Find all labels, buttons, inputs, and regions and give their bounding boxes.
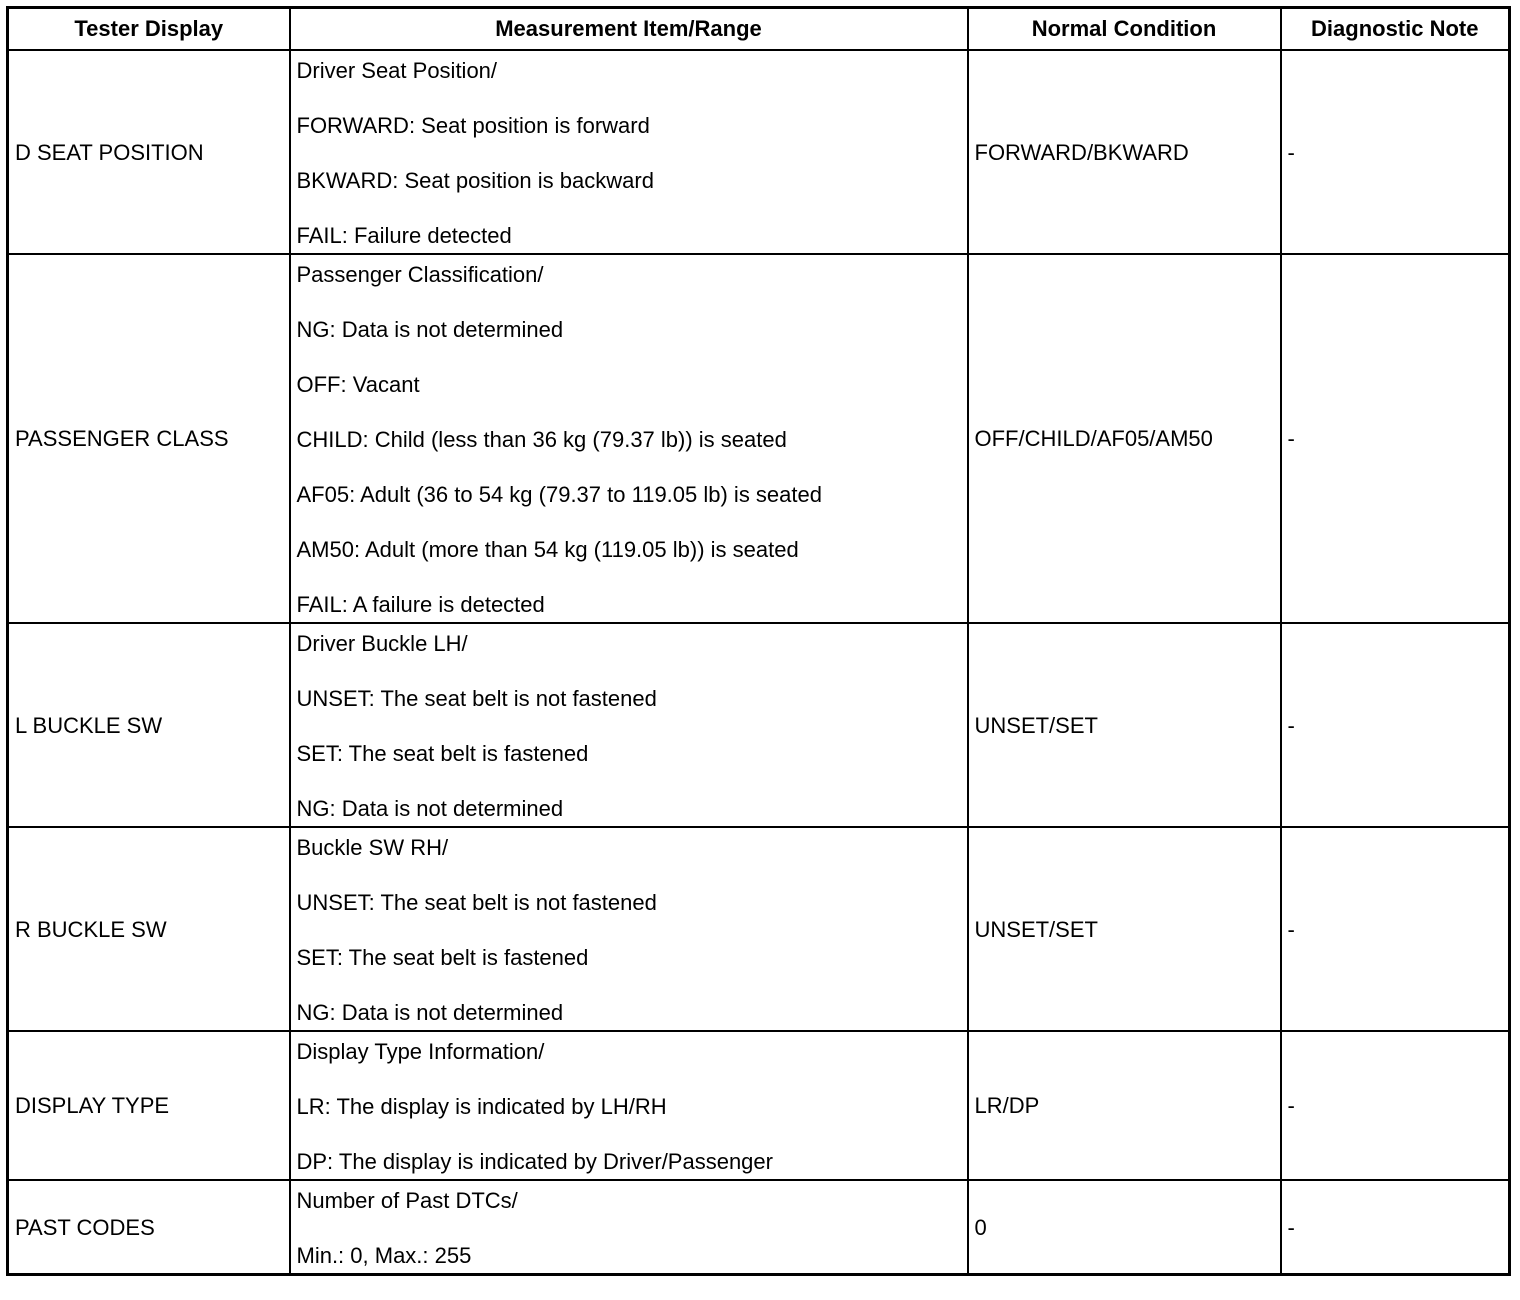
- diagnostic-note-cell: -: [1281, 254, 1510, 623]
- measurement-range-line: AF05: Adult (36 to 54 kg (79.37 to 119.05 lb) is seated: [296, 482, 822, 507]
- table-row: [8, 254, 1510, 623]
- measurement-range-cell: [290, 50, 968, 254]
- measurement-range-cell: [290, 1031, 968, 1180]
- tester-display-cell: DISPLAY TYPE: [8, 1031, 290, 1180]
- tester-display-cell: L BUCKLE SW: [8, 623, 290, 827]
- header-measurement-item: Measurement Item/Range: [290, 8, 968, 51]
- measurement-range-line: SET: The seat belt is fastened: [296, 945, 589, 970]
- measurement-range-cell: [290, 254, 968, 623]
- diagnostic-note-cell: -: [1281, 1180, 1510, 1275]
- measurement-range-line: DP: The display is indicated by Driver/Passenger: [296, 1149, 773, 1174]
- tester-display-cell: PASSENGER CLASS: [8, 254, 290, 623]
- measurement-range-line: UNSET: The seat belt is not fastened: [296, 890, 657, 915]
- measurement-range-cell: [290, 1180, 968, 1275]
- measurement-range-line: UNSET: The seat belt is not fastened: [296, 686, 657, 711]
- measurement-range-line: SET: The seat belt is fastened: [296, 741, 589, 766]
- measurement-range-line: LR: The display is indicated by LH/RH: [296, 1094, 667, 1119]
- tester-display-cell: D SEAT POSITION: [8, 50, 290, 254]
- measurement-range-line: OFF: Vacant: [296, 372, 420, 397]
- measurement-range-line: Min.: 0, Max.: 255: [296, 1243, 472, 1268]
- table-row: [8, 827, 1510, 1031]
- measurement-range-line: FAIL: A failure is detected: [296, 592, 545, 617]
- normal-condition-cell: 0: [968, 1180, 1281, 1275]
- measurement-range-line: Driver Seat Position/: [296, 58, 498, 83]
- measurement-range-line: NG: Data is not determined: [296, 1000, 564, 1025]
- diagnostic-note-cell: -: [1281, 1031, 1510, 1180]
- measurement-range-lines: [297, 254, 963, 623]
- measurement-range-line: CHILD: Child (less than 36 kg (79.37 lb)) is seated: [296, 427, 787, 452]
- measurement-range-lines: [297, 1180, 963, 1275]
- tester-display-cell: R BUCKLE SW: [8, 827, 290, 1031]
- measurement-range-line: Number of Past DTCs/: [296, 1188, 518, 1213]
- header-row: [8, 8, 1510, 51]
- measurement-range-line: Display Type Information/: [296, 1039, 545, 1064]
- tester-display-cell: PAST CODES: [8, 1180, 290, 1275]
- measurement-range-lines: [297, 50, 963, 254]
- table-row: [8, 50, 1510, 254]
- measurement-range-line: FAIL: Failure detected: [296, 223, 512, 248]
- diagnostic-note-cell: -: [1281, 623, 1510, 827]
- normal-condition-cell: UNSET/SET: [968, 623, 1281, 827]
- measurement-range-lines: [297, 1031, 963, 1180]
- table-row: [8, 623, 1510, 827]
- table-row: [8, 1180, 1510, 1275]
- normal-condition-cell: OFF/CHILD/AF05/AM50: [968, 254, 1281, 623]
- table-row: [8, 1031, 1510, 1180]
- header-normal-condition: Normal Condition: [968, 8, 1281, 51]
- normal-condition-cell: FORWARD/BKWARD: [968, 50, 1281, 254]
- normal-condition-cell: UNSET/SET: [968, 827, 1281, 1031]
- measurement-range-line: Driver Buckle LH/: [296, 631, 468, 656]
- normal-condition-cell: LR/DP: [968, 1031, 1281, 1180]
- diagnostic-data-table: [6, 6, 1511, 1276]
- measurement-range-line: Buckle SW RH/: [296, 835, 449, 860]
- measurement-range-line: AM50: Adult (more than 54 kg (119.05 lb)) is seated: [296, 537, 799, 562]
- measurement-range-line: Passenger Classification/: [296, 262, 544, 287]
- diagnostic-note-cell: -: [1281, 827, 1510, 1031]
- measurement-range-cell: [290, 623, 968, 827]
- diagnostic-note-cell: -: [1281, 50, 1510, 254]
- measurement-range-line: FORWARD: Seat position is forward: [296, 113, 650, 138]
- measurement-range-lines: [297, 623, 963, 827]
- table-header: [8, 8, 1510, 51]
- measurement-range-line: NG: Data is not determined: [296, 796, 564, 821]
- header-diagnostic-note: Diagnostic Note: [1281, 8, 1510, 51]
- measurement-range-line: BKWARD: Seat position is backward: [296, 168, 654, 193]
- table-body: [8, 50, 1510, 1275]
- measurement-range-cell: [290, 827, 968, 1031]
- header-tester-display: Tester Display: [8, 8, 290, 51]
- measurement-range-lines: [297, 827, 963, 1031]
- measurement-range-line: NG: Data is not determined: [296, 317, 564, 342]
